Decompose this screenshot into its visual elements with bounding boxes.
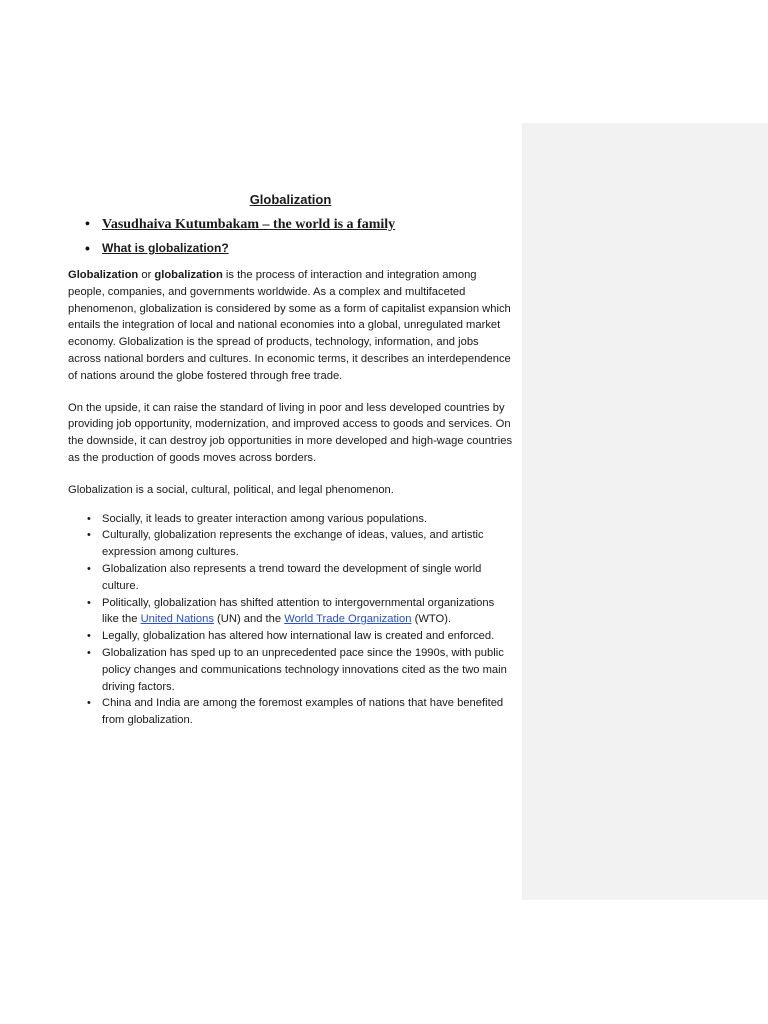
heading-list	[68, 215, 513, 258]
intro-connector: or	[138, 269, 155, 281]
heading-what-is: • What is globalization?	[102, 238, 513, 258]
point-cultural: • Culturally, globalization represents the exchange of ideas, values, and artistic expression among cultures.	[102, 527, 513, 561]
points-list	[68, 511, 513, 729]
point-political	[102, 595, 513, 629]
intro-text: is the process of interaction and integration among people, companies, and governments worldwide. As a complex and multifaceted phenomenon, globalization is considered by some as a form of capitalist expansion which entails the integration of local and national economies into a global, unregulated market economy. Globalization is the spread of products, technology, information, and jobs across national borders and cultures. In economic terms, it describes an interdependence of nations around the globe fostered through free trade.	[68, 269, 511, 382]
paragraph-upside-downside: On the upside, it can raise the standard of living in poor and less developed countries by providing job opportunity, modernization, and improved access to goods and services. On the downside, it can destroy job opportunities in more developed and high-wage countries as the production of goods moves across borders.	[68, 401, 513, 464]
political-post: (WTO).	[411, 613, 452, 626]
link-united-nations[interactable]: United Nations	[140, 613, 214, 626]
point-social: • Socially, it leads to greater interaction among various populations.	[102, 511, 513, 528]
intro-term-2: globalization	[154, 269, 223, 281]
point-1990s: • Globalization has sped up to an unprecedented pace since the 1990s, with public policy changes and communications technology innovations cited as the two main driving factors.	[102, 645, 513, 695]
intro-paragraph	[68, 267, 513, 385]
point-china-india: • China and India are among the foremost examples of nations that have benefited from globalization.	[102, 695, 513, 729]
intro-term-1: Globalization	[68, 269, 139, 281]
political-mid: (UN) and the	[213, 613, 285, 626]
heading-vasudhaiva: • Vasudhaiva Kutumbakam – the world is a family	[102, 215, 513, 235]
page-title: Globalization	[249, 192, 332, 207]
point-world-culture: • Globalization also represents a trend toward the development of single world culture.	[102, 561, 513, 595]
political-pre: Politically, globalization has shifted attention to intergovernmental organizations like the	[102, 596, 495, 626]
point-legal: • Legally, globalization has altered how international law is created and enforced.	[102, 628, 513, 645]
comment-margin-pane	[522, 123, 768, 900]
paragraph-phenomenon: Globalization is a social, cultural, political, and legal phenomenon.	[68, 483, 394, 496]
document-body	[68, 192, 513, 729]
link-world-trade-organization[interactable]: World Trade Organization	[284, 613, 412, 626]
